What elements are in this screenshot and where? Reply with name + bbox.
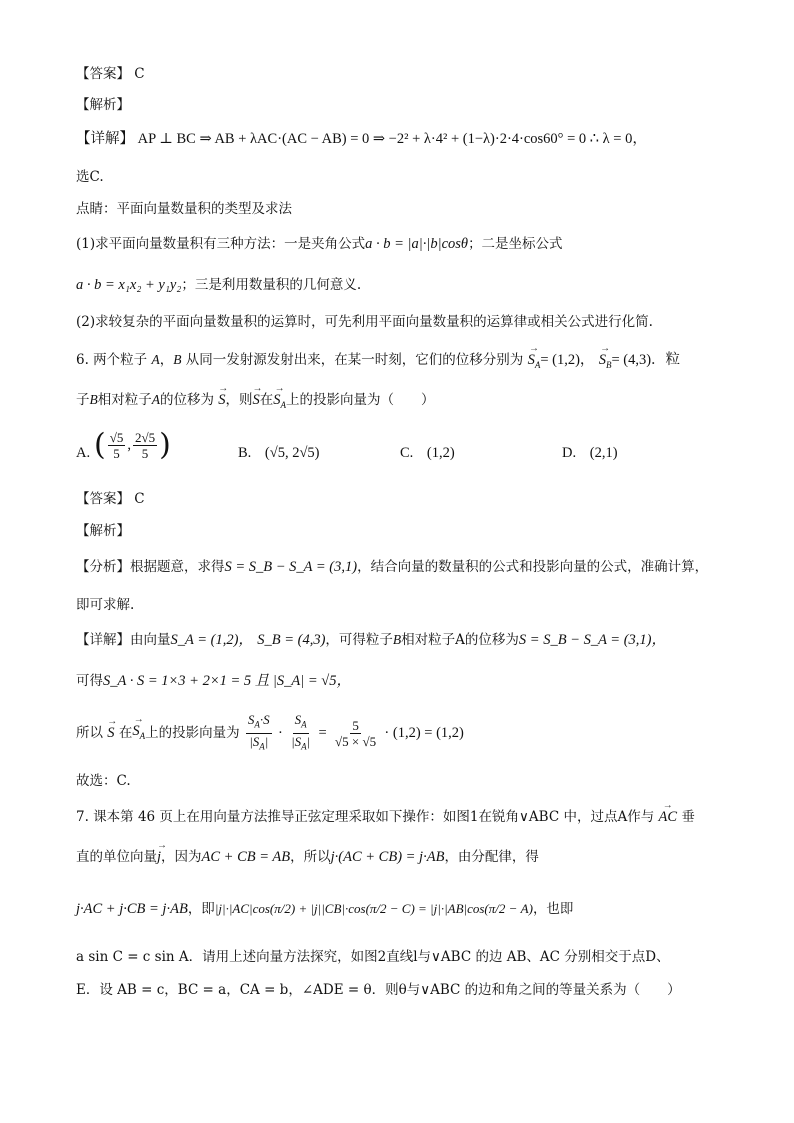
option-C-value: (1,2) <box>426 445 455 461</box>
vec-SA: → $S_A$ <box>273 389 286 416</box>
d1-eq2: S_B = (4,3) <box>257 632 326 648</box>
option-A-value: ( $\frac{√5}{5}$ , $\frac{2√5}{5}$ ) <box>94 427 171 463</box>
q5-analysis-label <box>76 94 734 116</box>
letter-B: B <box>173 352 182 367</box>
q6-conclude <box>76 770 734 792</box>
q7-l2-eq1: AC + CB = AB <box>201 849 291 865</box>
q6-stem2-b: 相对粒子 <box>97 392 152 408</box>
d3-text-b: 在 <box>118 725 133 742</box>
option-A[interactable] <box>76 442 90 464</box>
q6-answer-line <box>76 488 734 510</box>
q6-stem-line1 <box>76 349 734 376</box>
sb-eq: = (4,3)．粒 <box>611 352 681 368</box>
q6-stem2-a: 子 <box>76 392 90 408</box>
vec-S: → S <box>218 389 225 411</box>
option-D-label: D. <box>562 445 577 461</box>
q6-stem-text: 6. 两个粒子 <box>76 352 148 368</box>
vec-j: → j <box>157 846 161 868</box>
q6-stem-line2 <box>76 389 734 416</box>
q7-l3-a: j·AC + j·CB = j·AB <box>76 901 188 917</box>
vec-AC: → AC <box>659 806 678 828</box>
q5-answer-letter: C <box>134 66 145 82</box>
q6-stem2-c: 的位移为 <box>160 392 214 408</box>
q5-detail-line <box>76 128 734 150</box>
q6-comma: ， <box>159 352 174 368</box>
d3-text-c: 上的投影向量为 <box>145 725 240 742</box>
note1-text: (1)求平面向量数量积有三种方法：一是夹角公式 <box>76 236 366 252</box>
q7-l1-end: 垂 <box>681 809 695 825</box>
q5-choose <box>76 166 734 188</box>
q7-l2-a: 直的单位向量 <box>76 849 157 865</box>
d1-text-b: ，可得粒子 <box>325 632 393 648</box>
q5-answer-line <box>76 63 734 85</box>
answer-label: 【答案】 <box>76 66 130 82</box>
q6-stem2-f: 上的投影向量为（ ） <box>286 392 435 408</box>
q5-note2 <box>76 274 734 296</box>
letter-B: B <box>89 392 98 407</box>
letter-B: B <box>392 632 402 647</box>
note3-text: (2)求较复杂的平面向量数量积的运算时，可先利用平面向量数量积的运算律或相关公式进行化简. <box>76 314 653 330</box>
option-C[interactable] <box>400 442 455 464</box>
note2-formula: a · b = x₁x₂ + y₁y₂ <box>76 277 182 293</box>
analysis-label: 【解析】 <box>76 97 130 113</box>
q7-l3-c: ，也即 <box>532 901 574 917</box>
fenxi-text-c: 即可求解. <box>76 597 135 613</box>
option-D[interactable] <box>562 442 618 464</box>
fenxi-text-b: ，结合向量的数量积的公式和投影向量的公式，准确计算， <box>357 559 709 575</box>
q7-line3 <box>76 898 734 920</box>
conclude-text: 故选：C. <box>76 773 131 789</box>
q5-note-title <box>76 198 734 220</box>
q6-fenxi-cont <box>76 594 734 616</box>
q6-answer-letter: C <box>134 491 145 507</box>
q6-options <box>76 427 734 476</box>
q7-l4-text: a sin C = c sin A．请用上述向量方法探究，如图2直线l与∨ABC 的边 AB、AC 分别相交于点D、 <box>76 949 670 965</box>
option-A-label: A. <box>76 445 91 461</box>
option-B-value: (√5, 2√5) <box>264 445 320 461</box>
q6-stem2-e: 在 <box>259 392 274 408</box>
vec-S: → S <box>253 389 260 411</box>
detail-label: 【详解】 <box>76 131 134 147</box>
d3-eq-tail: · (1,2) = (1,2) <box>384 725 464 742</box>
q7-l3-eq: |j|·|AC|cos(π/2) + |j||CB|·cos(π/2 − C) = |j|·|AB|cos(π/2 − A) <box>214 901 533 916</box>
d2-text-a: 可得 <box>76 673 103 689</box>
q6-analysis-label <box>76 520 734 542</box>
proj-frac-3: $\frac{5}{√5 \times √5}$ <box>335 717 377 749</box>
q7-line4 <box>76 946 734 968</box>
vec-SA: → $S_A$ <box>132 720 145 747</box>
sa-eq: = (1,2)， <box>540 352 595 368</box>
q6-detail1 <box>76 629 734 651</box>
vec-SA: → $S_A$ <box>528 349 541 376</box>
q6-fenxi-line <box>76 556 734 578</box>
vec-S: → S <box>107 722 114 744</box>
q7-l2-eq2: j·(AC + CB) = j·AB <box>330 849 445 865</box>
option-D-value: (2,1) <box>589 445 618 461</box>
q7-l5-text: E．设 AB = c，BC = a，CA = b，∠ADE = θ．则θ与∨ABC 的边和角之间的等量关系为（ ） <box>76 982 681 998</box>
q6-stem-text-c: 从同一发射源发射出来，在某一时刻，它们的位移分别为 <box>185 352 524 368</box>
proj-frac-1: $\frac{S_A\cdot S}{|S_A|}$ <box>247 712 270 752</box>
q6-detail3: 所以 → S 在→ $S_A$上的投影向量为 $\frac{S_A\cdot S}{|S_A|}$ · $\frac{S_A}{|S_A|}$ = $\frac{5}{√5 \times √5}$ · (1,2) = (1,2) <box>76 712 734 756</box>
fenxi-eq: S = S_B − S_A = (3,1) <box>224 559 358 575</box>
option-B-label: B. <box>238 445 252 461</box>
note1-formula: a · b = |a|·|b|cosθ <box>365 236 469 252</box>
d1-text-a: 由向量 <box>130 632 171 648</box>
d2-eq: S_A · S = 1×3 + 2×1 = 5 且 |S_A| = √5， <box>103 673 351 689</box>
q7-l2-d: ，由分配律，得 <box>444 849 539 865</box>
d1-eq1: S_A = (1,2)， <box>170 632 253 648</box>
option-B[interactable] <box>238 442 320 464</box>
fenxi-label: 【分析】 <box>76 559 130 575</box>
q5-note3 <box>76 311 734 333</box>
q7-line2 <box>76 846 734 868</box>
q5-note1 <box>76 233 734 255</box>
detail-label: 【详解】 <box>76 632 130 648</box>
q7-l3-b: ，即 <box>187 901 215 917</box>
q5-detail-formula: AP ⊥ BC ⇒ AB + λAC·(AC − AB) = 0 ⇒ −2² + λ·4² + (1−λ)·2·4·cos60° = 0 ∴ λ = 0， <box>137 131 647 147</box>
q7-line1 <box>76 806 734 828</box>
d1-text-c: 相对粒子A的位移为 <box>401 632 519 648</box>
q7-l2-b: ，因为 <box>161 849 202 865</box>
d1-eq3: S = S_B − S_A = (3,1)， <box>518 632 666 648</box>
q7-l1-text: 7. 课本第 46 页上在用向量方法推导正弦定理采取如下操作：如图1在锐角∨ABC 中，过点A作与 <box>76 809 655 825</box>
fenxi-text-a: 根据题意，求得 <box>130 559 225 575</box>
q6-stem2-d: ，则 <box>225 392 253 408</box>
q5-choose-text: 选C. <box>76 169 104 185</box>
q7-line5 <box>76 979 734 1001</box>
answer-label: 【答案】 <box>76 491 130 507</box>
note2-text: ；三是利用数量积的几何意义. <box>181 277 362 293</box>
analysis-label: 【解析】 <box>76 523 130 539</box>
d3-text-a: 所以 <box>76 725 103 742</box>
letter-A: A <box>151 352 160 367</box>
q6-detail2 <box>76 670 734 692</box>
letter-A: A <box>151 392 160 407</box>
proj-frac-2: $\frac{S_A}{|S_A|}$ <box>291 712 311 752</box>
note-title-text: 点睛：平面向量数量积的类型及求法 <box>76 201 292 217</box>
q7-l2-c: ，所以 <box>290 849 331 865</box>
option-C-label: C. <box>400 445 414 461</box>
vec-SB: → $S_B$ <box>599 349 612 376</box>
note1-text-b: ；二是坐标公式 <box>468 236 563 252</box>
